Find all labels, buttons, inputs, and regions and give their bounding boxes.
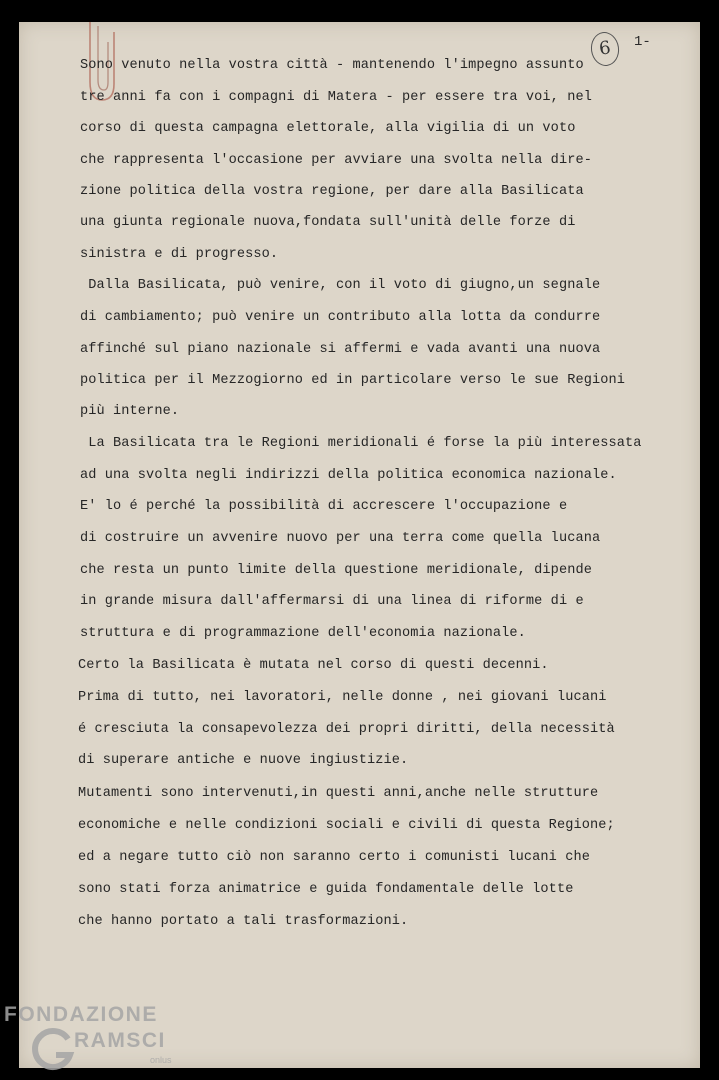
watermark-onlus: onlus	[150, 1055, 172, 1065]
text-line: zione politica della vostra regione, per dare alla Basilicata	[80, 184, 584, 199]
fondazione-gramsci-watermark	[4, 1003, 180, 1075]
text-line: La Basilicata tra le Regioni meridionali é forse la più interessata	[80, 436, 642, 451]
text-line: ad una svolta negli indirizzi della politica economica nazionale.	[80, 468, 617, 483]
text-line: politica per il Mezzogiorno ed in particolare verso le sue Regioni	[80, 373, 625, 388]
watermark-title: FONDAZIONE	[4, 1003, 158, 1026]
text-line: E' lo é perché la possibilità di accrescere l'occupazione e	[80, 499, 568, 514]
text-line: una giunta regionale nuova,fondata sull'unità delle forze di	[80, 215, 576, 230]
text-line: tre anni fa con i compagni di Matera - per essere tra voi, nel	[80, 90, 592, 105]
text-line: di costruire un avvenire nuovo per una terra come quella lucana	[80, 531, 601, 546]
text-line: economiche e nelle condizioni sociali e civili di questa Regione;	[78, 818, 615, 833]
text-line: che resta un punto limite della questione meridionale, dipende	[80, 563, 592, 578]
text-line: di superare antiche e nuove ingiustizie.	[78, 753, 409, 768]
text-line: é cresciuta la consapevolezza dei propri diritti, della necessità	[78, 722, 615, 737]
text-line: ed a negare tutto ciò non saranno certo i comunisti lucani che	[78, 850, 590, 865]
text-line: Sono venuto nella vostra città - mantenendo l'impegno assunto	[80, 58, 584, 73]
handwritten-page-number: 6	[589, 30, 621, 68]
text-line: corso di questa campagna elettorale, alla vigilia di un voto	[80, 121, 576, 136]
text-line: di cambiamento; può venire un contributo alla lotta da condurre	[80, 310, 601, 325]
text-line: Mutamenti sono intervenuti,in questi anni,anche nelle strutture	[78, 786, 599, 801]
text-line: affinché sul piano nazionale si affermi e vada avanti una nuova	[80, 342, 601, 357]
text-line: che hanno portato a tali trasformazioni.	[78, 914, 409, 929]
typed-page-number: 1-	[634, 34, 651, 50]
watermark-subtitle: RAMSCI	[74, 1029, 166, 1052]
text-line: struttura e di programmazione dell'economia nazionale.	[80, 626, 526, 641]
text-line: Dalla Basilicata, può venire, con il voto di giugno,un segnale	[80, 278, 601, 293]
text-line: in grande misura dall'affermarsi di una linea di riforme di e	[80, 594, 584, 609]
text-line: che rappresenta l'occasione per avviare una svolta nella dire-	[80, 153, 592, 168]
text-line: sinistra e di progresso.	[80, 247, 279, 262]
text-line: sono stati forza animatrice e guida fondamentale delle lotte	[78, 882, 574, 897]
watermark-g-logo-icon	[30, 1027, 76, 1073]
text-line: Prima di tutto, nei lavoratori, nelle donne , nei giovani lucani	[78, 690, 607, 705]
text-line: Certo la Basilicata è mutata nel corso di questi decenni.	[78, 658, 549, 673]
text-line: più interne.	[80, 404, 180, 419]
